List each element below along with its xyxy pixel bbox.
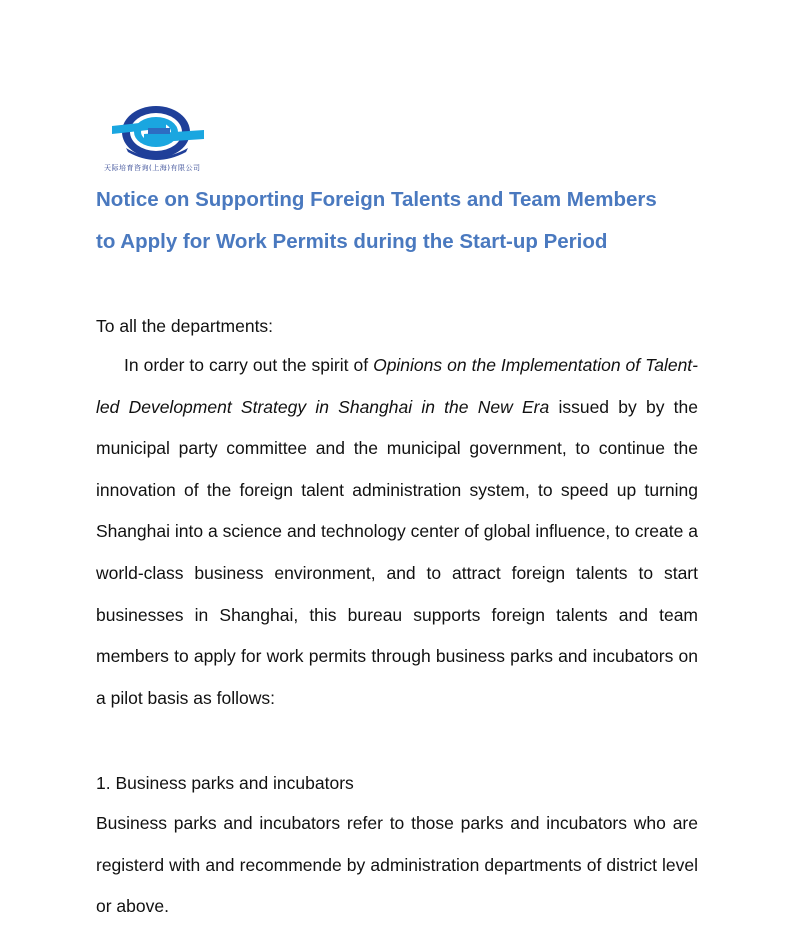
company-logo — [104, 104, 216, 174]
intro-italic-document-title: Opinions on the Implementation of Talent-led Development Strategy in Shanghai in the New Era — [96, 355, 698, 417]
document-title-line-2: to Apply for Work Permits during the Start-up Period — [96, 229, 608, 253]
salutation: To all the departments: — [96, 316, 274, 336]
section-1-body: Business parks and incubators refer to those parks and incubators who are registerd with and recommende by administration departments of district level or above. — [96, 813, 698, 917]
section-1-heading: 1. Business parks and incubators — [96, 773, 354, 793]
intro-lead-text: In order to carry out the spirit of — [124, 355, 374, 375]
intro-rest-text: issued by by the municipal party committee and the municipal government, to continue the innovation of the foreign talent administration system, to speed up turning Shanghai into a science and technology center of global influence, to create a world-class business environment, and to attract foreign talents to start businesses in Shanghai, this bureau supports foreign talents and team members to apply for work permits through business parks and incubators on a pilot basis as follows: — [96, 396, 698, 708]
company-logo-mark — [104, 104, 216, 164]
company-logo-caption: 天际培育咨询(上海)有限公司 — [104, 164, 201, 172]
document-title — [96, 179, 716, 262]
document-title-line-1: Notice on Supporting Foreign Talents and Team Members — [96, 188, 657, 211]
intro-paragraph — [96, 345, 698, 719]
